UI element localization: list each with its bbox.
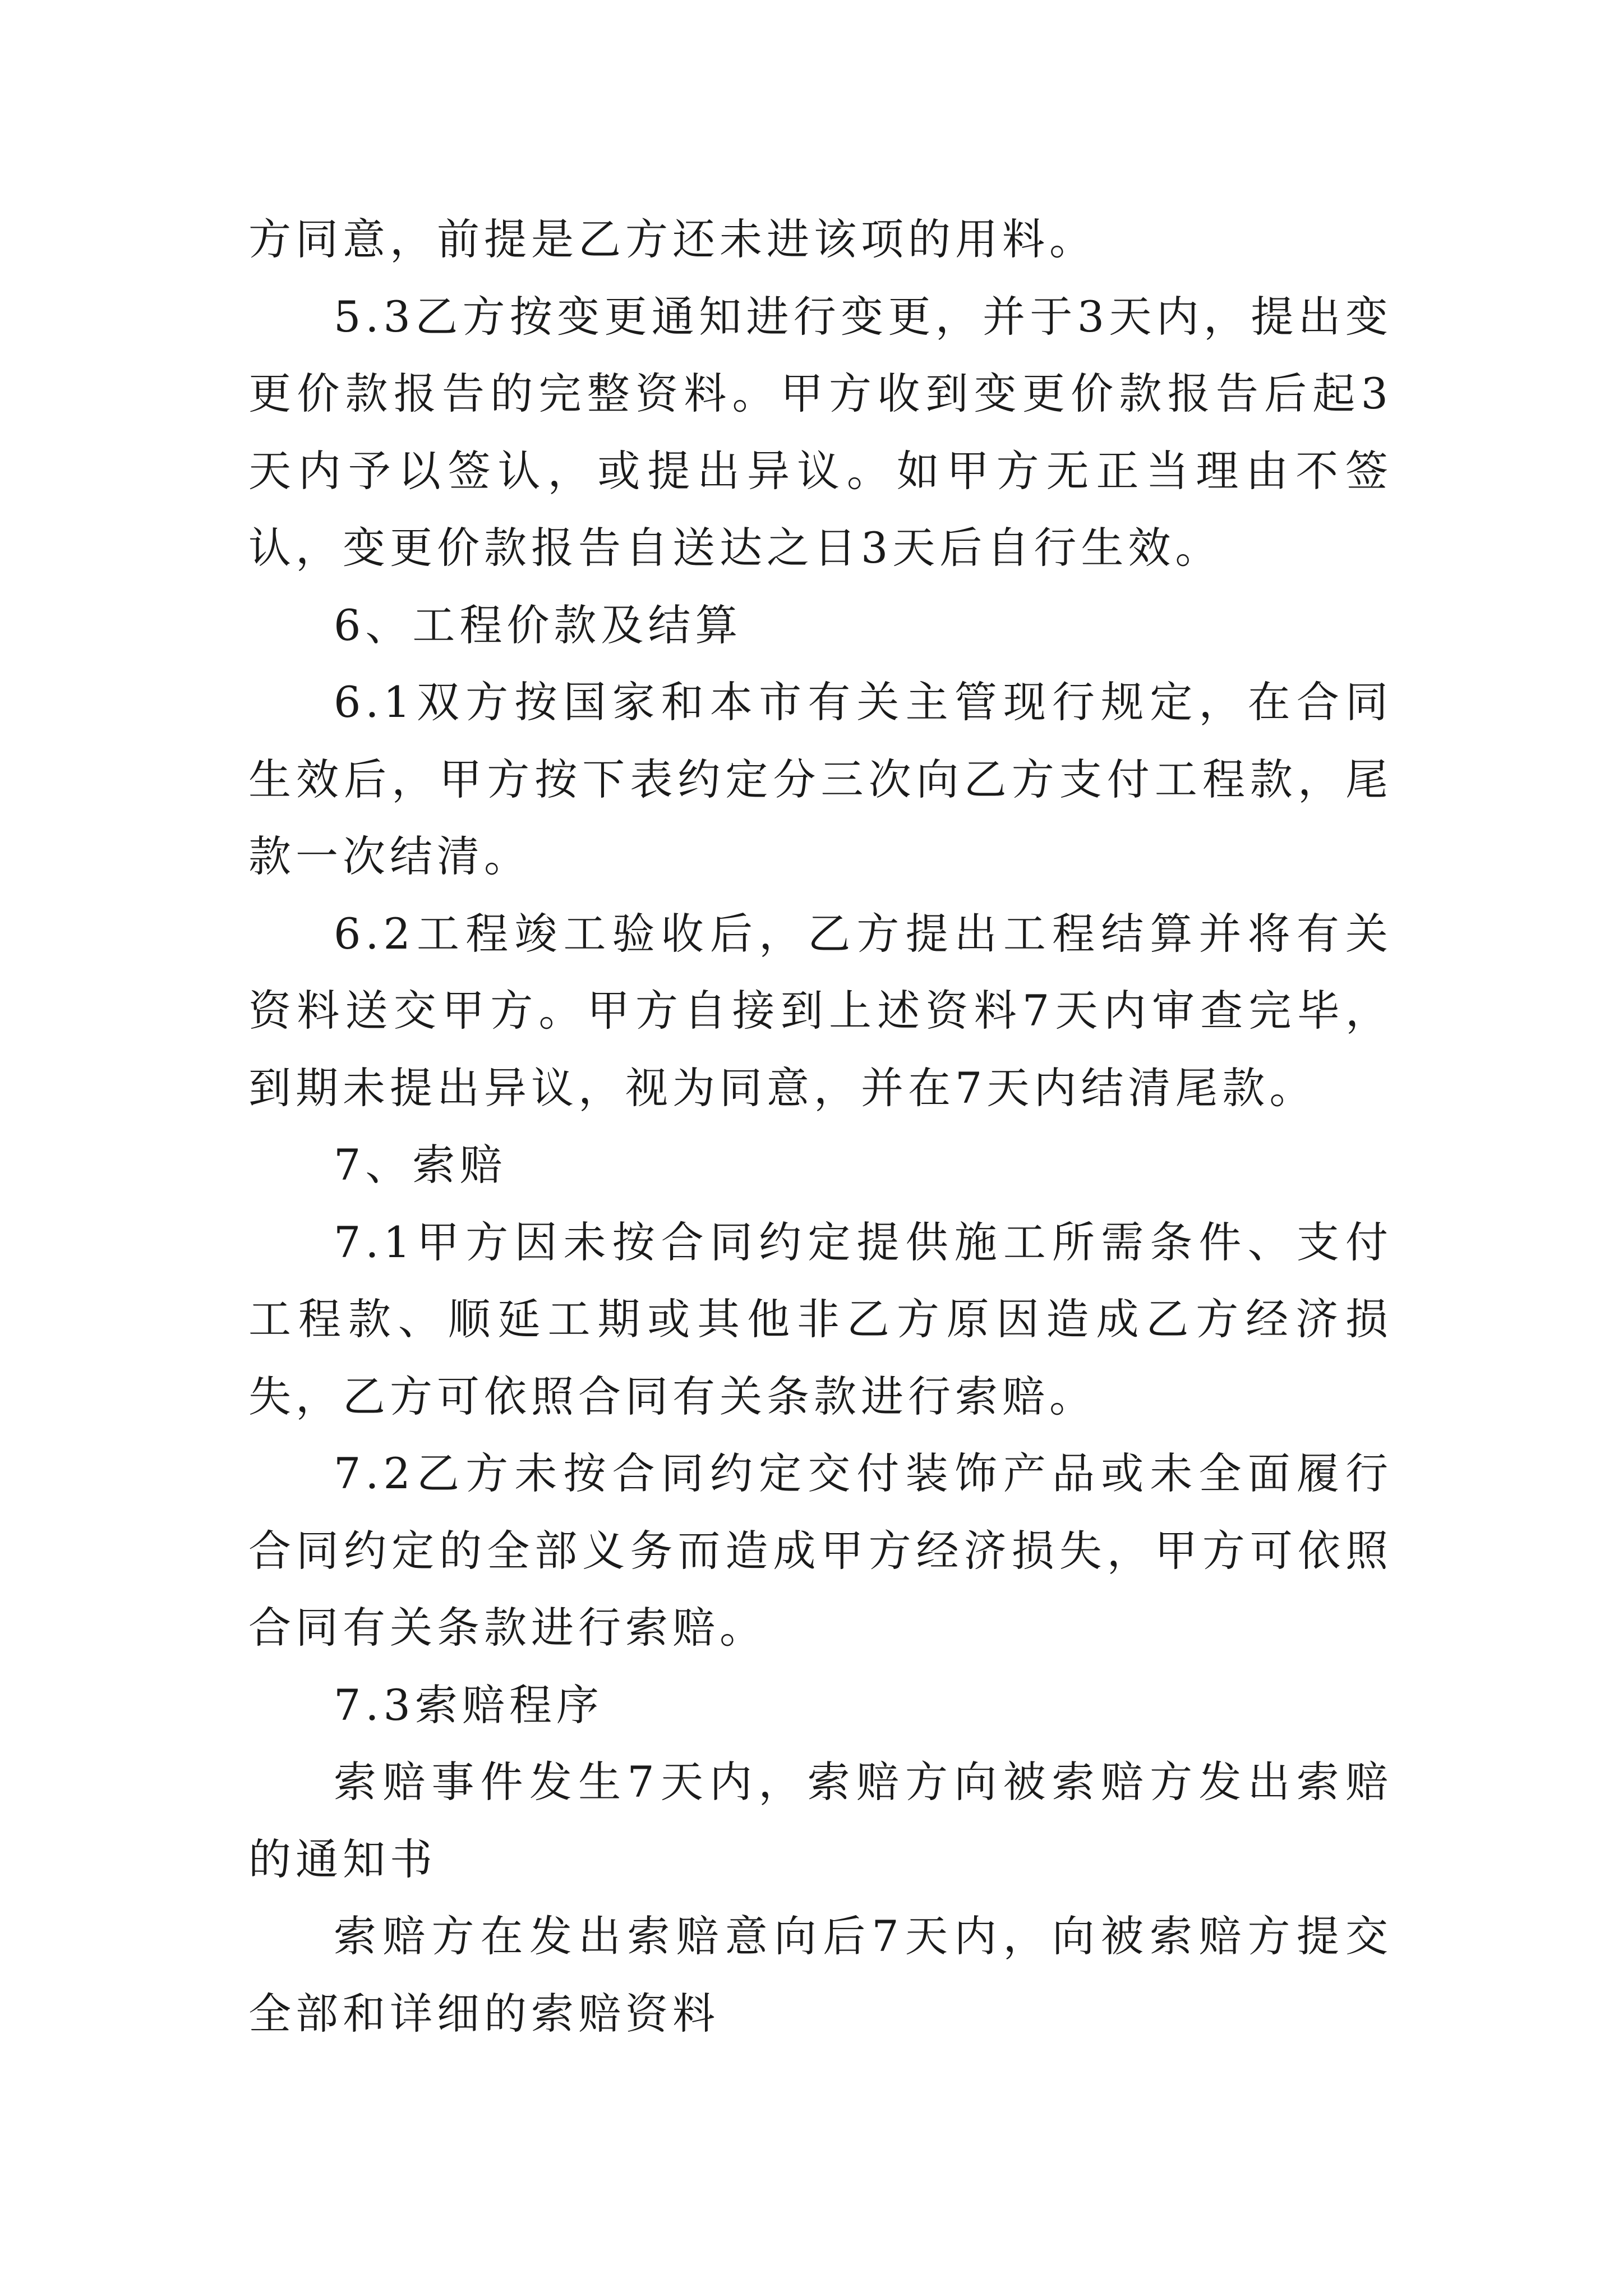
paragraph-6-1: 6.1双方按国家和本市有关主管现行规定，在合同生效后，甲方按下表约定分三次向乙方支付工程款，尾款一次结清。 — [248, 677, 1393, 881]
paragraph-7-1: 7.1甲方因未按合同约定提供施工所需条件、支付工程款、顺延工期或其他非乙方原因造成乙方经济损失，乙方可依照合同有关条款进行索赔。 — [248, 1217, 1393, 1421]
section-heading-7: 7、索赔 — [334, 1140, 507, 1190]
paragraph-6-2: 6.2工程竣工验收后，乙方提出工程结算并将有关资料送交甲方。甲方自接到上述资料7天内审查完毕，到期未提出异议，视为同意，并在7天内结清尾款。 — [248, 908, 1393, 1113]
section-heading-6: 6、工程价款及结算 — [334, 600, 743, 650]
paragraph-continuation: 方同意，前提是乙方还未进该项的用料。 — [248, 214, 1096, 264]
subheading-7-3: 7.3索赔程序 — [334, 1680, 603, 1730]
paragraph-claim-materials: 索赔方在发出索赔意向后7天内，向被索赔方提交全部和详细的索赔资料 — [248, 1911, 1393, 2039]
paragraph-5-3: 5.3乙方按变更通知进行变更，并于3天内，提出变更价款报告的完整资料。甲方收到变更价款报告后起3天内予以签认，或提出异议。如甲方无正当理由不签认，变更价款报告自送达之日3天后自行生效。 — [248, 291, 1393, 573]
paragraph-7-2: 7.2乙方未按合同约定交付装饰产品或未全面履行合同约定的全部义务而造成甲方经济损失，甲方可依照合同有关条款进行索赔。 — [248, 1448, 1393, 1653]
paragraph-claim-notice: 索赔事件发生7天内，索赔方向被索赔方发出索赔的通知书 — [248, 1757, 1393, 1884]
document-body — [248, 201, 1393, 2052]
